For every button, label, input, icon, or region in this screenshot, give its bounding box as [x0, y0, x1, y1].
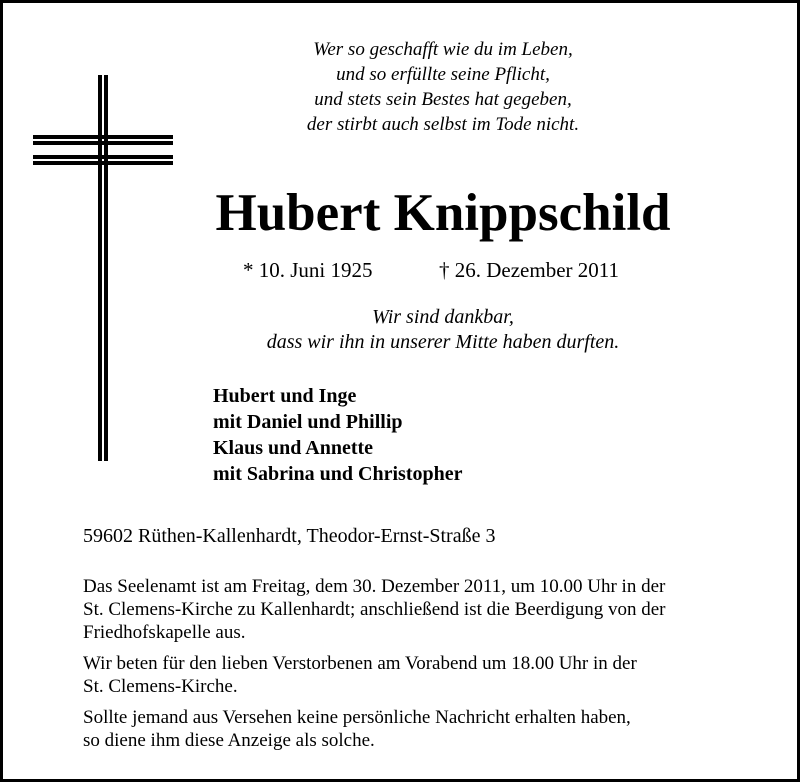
prayer-paragraph [83, 652, 723, 698]
text-line: St. Clemens-Kirche. [83, 676, 238, 697]
family-list [213, 383, 463, 487]
text-line: Friedhofskapelle aus. [83, 622, 246, 643]
family-line: Hubert und Inge [213, 385, 357, 407]
memorial-poem [203, 37, 683, 137]
cross-icon [33, 75, 173, 465]
poem-line: und stets sein Bestes hat gegeben, [314, 89, 572, 110]
thanks-line: dass wir ihn in unserer Mitte haben durften. [266, 331, 620, 353]
thanks-text [203, 305, 683, 355]
text-line: Sollte jemand aus Versehen keine persönliche Nachricht erhalten haben, [83, 707, 631, 728]
notice-paragraph [83, 706, 723, 752]
poem-line: und so erfüllte seine Pflicht, [336, 64, 550, 85]
deceased-name: Hubert Knippschild [215, 184, 671, 242]
text-line: St. Clemens-Kirche zu Kallenhardt; anschließend ist die Beerdigung von der [83, 599, 666, 620]
service-details [83, 575, 723, 760]
text-line: Das Seelenamt ist am Freitag, dem 30. Dezember 2011, um 10.00 Uhr in der [83, 576, 666, 597]
poem-line: Wer so geschafft wie du im Leben, [313, 39, 573, 60]
birth-date: * 10. Juni 1925 [243, 258, 373, 282]
funeral-paragraph [83, 575, 723, 644]
thanks-line: Wir sind dankbar, [372, 306, 514, 328]
family-address: 59602 Rüthen-Kallenhardt, Theodor-Ernst-Straße 3 [83, 525, 496, 547]
poem-line: der stirbt auch selbst im Tode nicht. [306, 114, 580, 135]
death-date: † 26. Dezember 2011 [439, 258, 619, 282]
text-line: so diene ihm diese Anzeige als solche. [83, 730, 375, 751]
family-line: Klaus und Annette [213, 437, 374, 459]
text-line: Wir beten für den lieben Verstorbenen am Vorabend um 18.00 Uhr in der [83, 653, 637, 674]
family-line: mit Sabrina und Christopher [213, 463, 463, 485]
family-line: mit Daniel und Phillip [213, 411, 403, 433]
